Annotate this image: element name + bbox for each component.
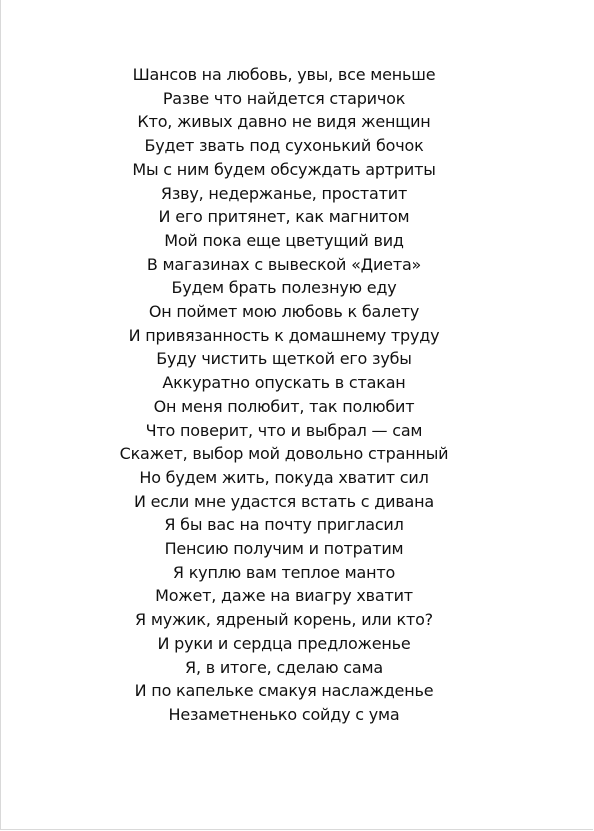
poem-text — [1, 63, 567, 727]
poem-line: Мой пока еще цветущий вид — [164, 230, 404, 250]
poem-line: Мы с ним будем обсуждать артриты — [132, 159, 436, 179]
poem-line: Я бы вас на почту пригласил — [164, 515, 404, 535]
poem-line: И руки и сердца предложенье — [157, 633, 411, 653]
poem-line: Я куплю вам теплое манто — [172, 562, 396, 582]
poem-line: И если мне удастся встать с дивана — [133, 491, 435, 511]
poem-line: Разве что найдется старичок — [162, 88, 406, 108]
poem-line: И его притянет, как магнитом — [158, 207, 410, 227]
poem-line: Он поймет мою любовь к балету — [148, 302, 420, 322]
poem-line: Я, в итоге, сделаю сама — [185, 657, 383, 677]
poem-line: Он меня полюбит, так полюбит — [153, 396, 415, 416]
poem-line: Кто, живых давно не видя женщин — [137, 112, 431, 132]
poem-line: Буду чистить щеткой его зубы — [156, 349, 412, 369]
poem-line: Будет звать под сухонький бочок — [144, 136, 424, 156]
poem-line: И привязанность к домашнему труду — [128, 325, 440, 345]
poem-line: Пенсию получим и потратим — [164, 539, 404, 559]
poem-line: Будем брать полезную еду — [171, 278, 397, 298]
poem-line: Но будем жить, покуда хватит сил — [139, 467, 429, 487]
poem-line: И по капельке смакуя наслажденье — [134, 681, 434, 701]
poem-line: Незаметненько сойду с ума — [168, 704, 400, 724]
poem-line: Может, даже на виагру хватит — [155, 586, 413, 606]
poem-line: Что поверит, что и выбрал — сам — [145, 420, 423, 440]
poem-line: Скажет, выбор мой довольно странный — [119, 444, 449, 464]
poem-line: Аккуратно опускать в стакан — [162, 373, 406, 393]
poem-line: Я мужик, ядреный корень, или кто? — [135, 610, 433, 630]
poem-line: В магазинах с вывеской «Диета» — [146, 254, 422, 274]
poem-line: Язву, недержанье, простатит — [160, 183, 408, 203]
poem-line: Шансов на любовь, увы, все меньше — [132, 65, 436, 84]
